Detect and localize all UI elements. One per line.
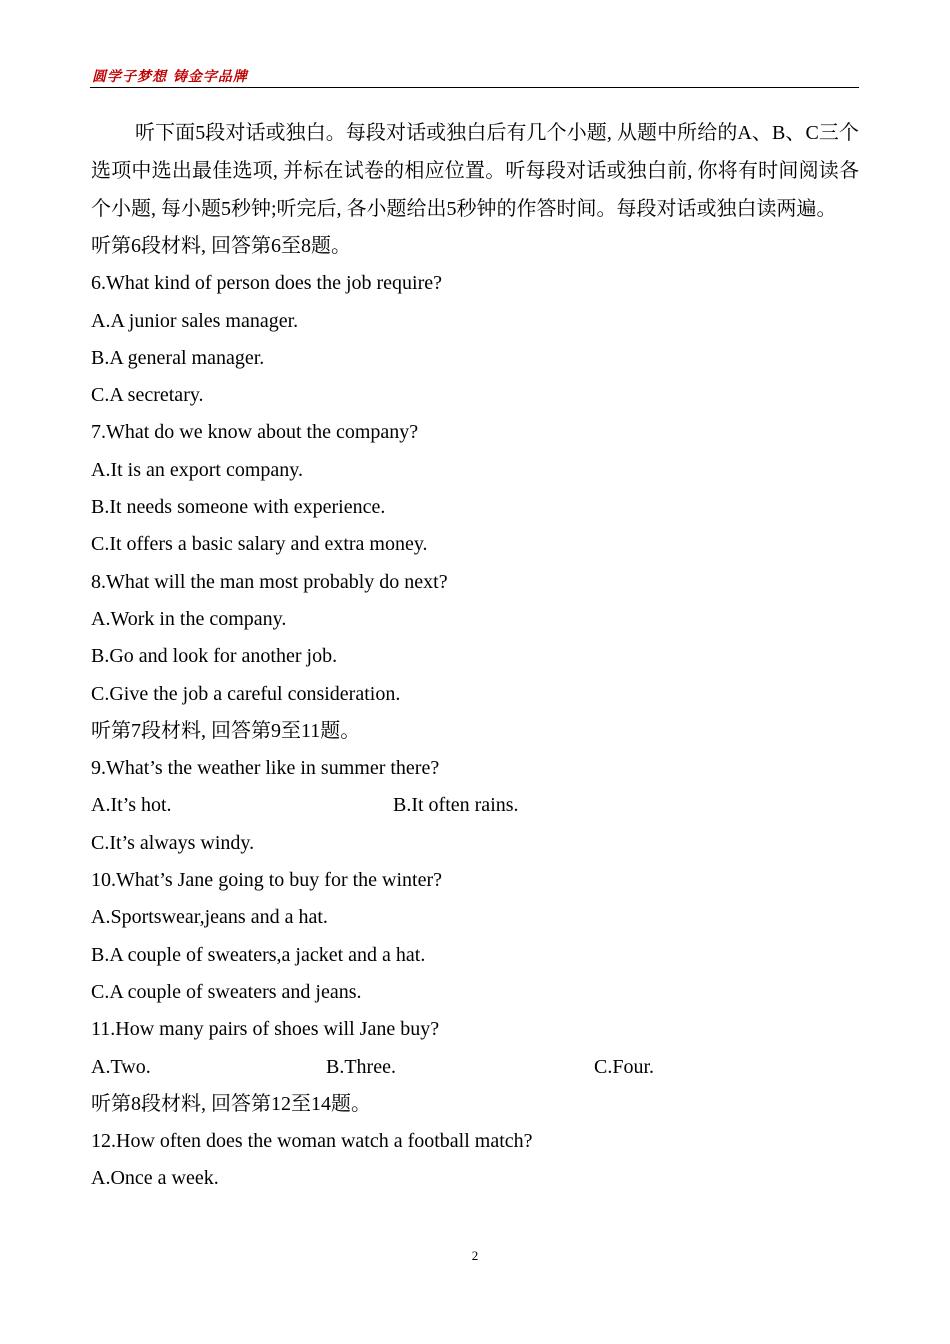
option-8c: C.Give the job a careful consideration. [91, 682, 401, 705]
option-11c: C.Four. [594, 1055, 655, 1078]
option-7a: A.It is an export company. [91, 458, 303, 481]
options-row-11 [91, 1049, 859, 1086]
option-11b: B.Three. [326, 1055, 396, 1078]
option-8a: A.Work in the company. [91, 607, 287, 630]
question-12: 12.How often does the woman watch a football match? [91, 1130, 533, 1153]
page-number: 2 [471, 1248, 479, 1263]
option-7b: B.It needs someone with experience. [91, 496, 386, 519]
option-9b: B.It often rains. [393, 794, 519, 817]
header-slogan: 圆学子梦想 铸金字品牌 [92, 69, 248, 85]
option-11a: A.Two. [91, 1055, 151, 1078]
option-9c: C.It’s always windy. [91, 831, 255, 854]
document-body [91, 114, 859, 1198]
option-12a: A.Once a week. [91, 1167, 219, 1190]
option-8b: B.Go and look for another job. [91, 645, 338, 668]
option-6b: B.A general manager. [91, 346, 265, 369]
page-header [90, 66, 859, 88]
option-10a: A.Sportswear,jeans and a hat. [91, 906, 328, 929]
option-9a: A.It’s hot. [91, 794, 172, 817]
option-6a: A.A junior sales manager. [91, 309, 299, 332]
options-row-9ab [91, 787, 859, 824]
section-heading-8: 听第8段材料, 回答第12至14题。 [91, 1092, 371, 1115]
question-8: 8.What will the man most probably do next? [91, 570, 448, 593]
section-heading-6: 听第6段材料, 回答第6至8题。 [91, 235, 351, 257]
option-6c: C.A secretary. [91, 384, 204, 407]
option-7c: C.It offers a basic salary and extra money. [91, 533, 428, 556]
option-10c: C.A couple of sweaters and jeans. [91, 980, 362, 1003]
question-7: 7.What do we know about the company? [91, 421, 419, 444]
question-6: 6.What kind of person does the job require? [91, 272, 443, 295]
option-10b: B.A couple of sweaters,a jacket and a hat. [91, 943, 426, 966]
question-9: 9.What’s the weather like in summer there? [91, 757, 440, 780]
question-10: 10.What’s Jane going to buy for the winter? [91, 869, 443, 892]
section-heading-7: 听第7段材料, 回答第9至11题。 [91, 719, 361, 742]
question-11: 11.How many pairs of shoes will Jane buy? [91, 1018, 440, 1041]
instructions-paragraph: 听下面5段对话或独白。每段对话或独白后有几个小题, 从题中所给的A、B、C三个选项中选出最佳选项, 并标在试卷的相应位置。听每段对话或独白前, 你将有时间阅读各个小题, 每小题5秒钟;听完后, 各小题给出5秒钟的作答时间。每段对话或独白读两遍。 [91, 122, 859, 220]
